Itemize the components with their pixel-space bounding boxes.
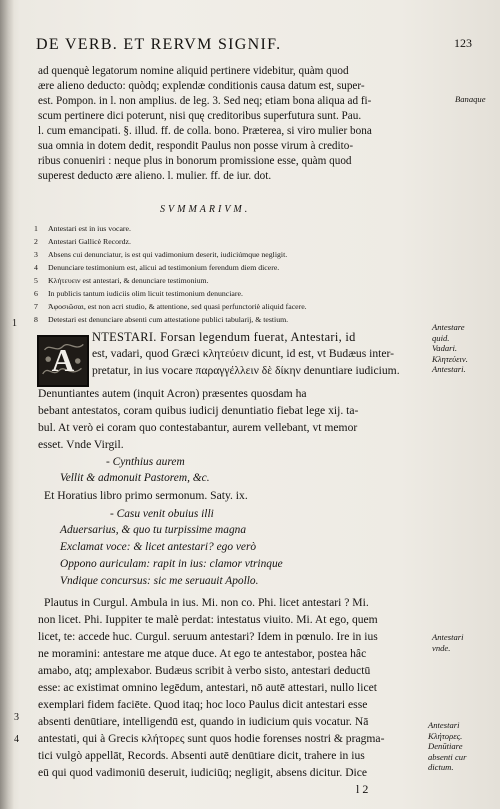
verse-line: - Cynthius aurem bbox=[106, 456, 185, 468]
main-line: NTESTARI. Forsan legendum fuerat, Antestari, id bbox=[92, 330, 356, 344]
summary-item-text: Antestari Gallicè Recordz. bbox=[48, 237, 131, 246]
top-line: scum pertinere dici poterunt, nisi quę creditoribus superfutura sunt. Pau. bbox=[38, 110, 362, 122]
main-line: bebant antestatos, coram quibus iudicij denuntiatio fiebat lege xij. ta- bbox=[38, 404, 359, 417]
summary-item bbox=[34, 315, 288, 325]
summary-item bbox=[34, 224, 131, 234]
margin-note-line: quid. bbox=[432, 332, 450, 343]
main-line: absenti denūtiare, intelligendū est, quando in iudicium quis vocatur. Nā bbox=[38, 715, 369, 728]
top-line: ad quenquè legatorum nomine aliquid pertinere videbitur, quàm quod bbox=[38, 65, 349, 77]
summary-item-text: Κλήτευειν est antestari, & denunciare testimonium. bbox=[48, 276, 209, 285]
margin-note-line: absenti cur bbox=[428, 751, 467, 762]
top-line: superest deducto ære alieno. l. mulier. ff. de iur. dot. bbox=[38, 170, 272, 182]
page-number: 123 bbox=[454, 36, 472, 50]
verse-line: Aduersarius, & quo tu turpissime magna bbox=[60, 524, 247, 536]
top-line: ribus conueniri : neque plus in bonorum promissione esse, quàm quod bbox=[38, 155, 352, 167]
main-line: amabo, atq; amplexabor. Budæus scribit à verbo sisto, antestari deductū bbox=[38, 664, 371, 677]
ornamental-initial bbox=[37, 335, 89, 387]
margin-note bbox=[432, 322, 468, 375]
section-marker: 4 bbox=[14, 734, 19, 745]
ornamental-initial-icon bbox=[39, 337, 87, 385]
margin-note bbox=[428, 720, 466, 773]
summary-item bbox=[34, 263, 279, 273]
horace-intro: Et Horatius libro primo sermonum. Saty. ix. bbox=[44, 489, 248, 502]
main-line: bul. At verò ei coram quo contestabantur, aurem vellebant, vt memor bbox=[38, 421, 358, 434]
signature-mark: l 2 bbox=[356, 782, 369, 796]
summary-item-text: Detestari est denunciare absenti cum attestatione publici tabularij, & testium. bbox=[48, 315, 289, 324]
margin-note-top: Banaque bbox=[455, 94, 486, 104]
main-line: esset. Vnde Virgil. bbox=[38, 438, 124, 451]
margin-note-line: Antestari. bbox=[432, 364, 466, 374]
verse-line: Exclamat voce: & licet antestari? ego verò bbox=[60, 541, 257, 553]
main-line: eū qui quod vadimoniū deseruit, iudiciūq; negligit, absens dicitur. Dice bbox=[38, 766, 368, 779]
margin-note-line: Antestari bbox=[432, 632, 464, 642]
margin-note-line: Denūtiare bbox=[428, 741, 463, 751]
summary-item-number: 8 bbox=[34, 315, 38, 324]
summary-item bbox=[34, 237, 131, 247]
summary-item bbox=[34, 302, 307, 312]
main-line: non licet. Phi. Iuppiter te malè perdat: intestatus viuito. Mi. At ego, quem bbox=[38, 613, 378, 626]
verse-line: Vellit & admonuit Pastorem, &c. bbox=[60, 472, 210, 484]
top-line: ære alieno deducto: quòdq; explendæ conditionis causa datum est, super- bbox=[38, 80, 365, 92]
margin-note-line: Vadari. bbox=[432, 343, 458, 353]
running-title: DE VERB. ET RERVM SIGNIF. bbox=[36, 36, 282, 53]
main-line: Denuntiantes autem (inquit Acron) præsentes quosdam ha bbox=[38, 387, 307, 400]
summary-item bbox=[34, 276, 209, 286]
summary-item-number: 2 bbox=[34, 237, 38, 246]
top-line: sua omnia in dotem dedit, respondit Paulus non posse virum à credito- bbox=[38, 140, 354, 152]
summary-item-number: 3 bbox=[34, 250, 38, 259]
section-marker: 3 bbox=[14, 712, 19, 723]
summary-item-text: Absens cui denunciatur, is est qui vadimonium deserit, iudiciúmque negligit. bbox=[48, 250, 288, 259]
summary-item bbox=[34, 289, 243, 299]
margin-note-line: vnde. bbox=[432, 642, 451, 653]
margin-note-line: Κλήτορες. bbox=[428, 730, 463, 741]
summary-item-number: 5 bbox=[34, 276, 38, 285]
main-line: licet, te: accede huc. Curgul. seruum antestari? Idem in pœnulo. Ire in ius bbox=[38, 630, 378, 643]
main-line: pretatur, in ius vocare παραγγέλλειν δὲ δίκην denuntiare iudicium. bbox=[92, 364, 400, 377]
main-line: tici vulgò appellāt, Records. Absenti autē denūtiare dicit, trahere in ius bbox=[38, 749, 365, 762]
margin-note-line: dictum. bbox=[428, 762, 454, 772]
summary-item-text: Antestari est in ius vocare. bbox=[48, 224, 131, 233]
summary-item-text: In publicis tantum iudiciis olim licuit testimonium denunciare. bbox=[48, 289, 243, 298]
summary-item bbox=[34, 250, 287, 260]
summary-heading: SVMMARIVM. bbox=[160, 204, 251, 215]
top-line: l. cum emancipati. §. illud. ff. de colla. bono. Præterea, si viro mulier bona bbox=[38, 125, 372, 137]
main-line: exemplari fidem faciēte. Quod itaq; hoc loco Paulus dicit antestari esse bbox=[38, 698, 368, 711]
main-line: antestati, qui à Grecis κλήτορες sunt quos hodie forenses nostri & pragma- bbox=[38, 732, 385, 745]
top-line: est. Pompon. in l. non amplius. de leg. 3. Sed neq; etiam bona aliqua ad fi- bbox=[38, 95, 372, 107]
summary-item-number: 6 bbox=[34, 289, 38, 298]
summary-item-text: Ἀφοσιῶσαι, est non acri studio, & attentione, sed quasi perfunctoriè aliquid facere. bbox=[48, 302, 307, 311]
margin-note-line: Κλητεύειν. bbox=[432, 353, 468, 364]
verse-line: Vndique concursus: sic me seruauit Apollo. bbox=[60, 575, 259, 587]
margin-note bbox=[432, 632, 464, 653]
summary-item-number: 7 bbox=[34, 302, 38, 311]
summary-item-number: 1 bbox=[34, 224, 38, 233]
drop-cap-letter: A bbox=[51, 343, 75, 379]
binding-gutter bbox=[0, 0, 14, 809]
main-line: ne moramini: antestare me atque duce. At ego te antestabor, postea hâc bbox=[38, 647, 367, 660]
verse-line: Oppono auriculam: rapit in ius: clamor vtrinque bbox=[60, 558, 283, 570]
verse-line: - Casu venit obuius illi bbox=[110, 508, 214, 520]
margin-note-line: Antestare bbox=[432, 322, 465, 332]
page-header bbox=[36, 36, 472, 58]
main-line: Plautus in Curgul. Ambula in ius. Mi. non co. Phi. licet antestari ? Mi. bbox=[44, 596, 369, 609]
summary-item-number: 4 bbox=[34, 263, 38, 272]
main-line: est, vadari, quod Græci κλητεύειν dicunt, id est, vt Budæus inter- bbox=[92, 347, 395, 360]
main-line: esse: ac existimat omnino legēdum, antestari, nō autē attestari, nullo licet bbox=[38, 681, 378, 694]
margin-note-line: Antestari bbox=[428, 720, 460, 730]
summary-item-text: Denunciare testimonium est, alicui ad testimonium ferendum diem dicere. bbox=[48, 263, 280, 272]
lead-marker: 1 bbox=[12, 318, 17, 329]
